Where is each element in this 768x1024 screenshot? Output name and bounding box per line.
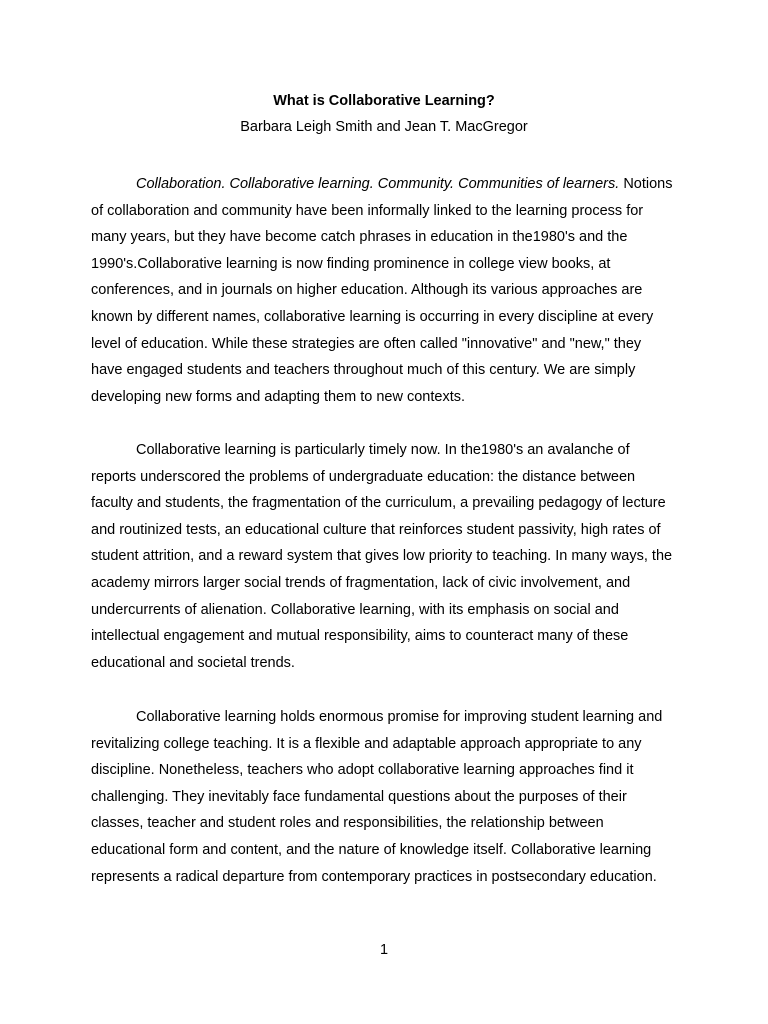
paragraph-1-text: Notions of collaboration and community have been informally linked to the learning process for many years, but they have become catch phrases in education in the1980's and the 1990's.Collaborative learning is now finding prominence in college view books, at conferences, and in journals on higher education. Although its various approaches are known by different names, collaborative learning is occurring in every discipline at every level of education. While these strategies are often called "innovative" and "new," they have engaged students and teachers throughout much of this century. We are simply developing new forms and adapting them to new contexts. (91, 176, 673, 405)
paragraph-1-lead: Collaboration. Collaborative learning. Community. Communities of learners. (136, 176, 620, 192)
paragraph-1 (91, 171, 676, 410)
page-number: 1 (379, 942, 389, 958)
paragraph-3-text: Collaborative learning holds enormous promise for improving student learning and revitalizing college teaching. It is a flexible and adaptable approach appropriate to any discipline. Nonetheless, teachers who adopt collaborative learning approaches find it challenging. They inevitably face fundamental questions about the purposes of their classes, teacher and student roles and responsibilities, the relationship between educational form and content, and the nature of knowledge itself. Collaborative learning represents a radical departure from contemporary practices in postsecondary education. (91, 709, 663, 885)
document-authors: Barbara Leigh Smith and Jean T. MacGregor (240, 119, 528, 135)
paragraph-2 (91, 437, 676, 676)
paragraph-2-text: Collaborative learning is particularly timely now. In the1980's an avalanche of reports underscored the problems of undergraduate education: the distance between faculty and students, the fragmentation of the curriculum, a prevailing pedagogy of lecture and routinized tests, an educational culture that reinforces student passivity, high rates of student attrition, and a reward system that gives low priority to teaching. In many ways, the academy mirrors larger social trends of fragmentation, lack of civic involvement, and undercurrents of alienation. Collaborative learning, with its emphasis on social and intellectual engagement and mutual responsibility, aims to counteract many of these educational and societal trends. (91, 442, 673, 671)
paragraph-3 (91, 704, 676, 890)
document-title: What is Collaborative Learning? (273, 93, 495, 109)
